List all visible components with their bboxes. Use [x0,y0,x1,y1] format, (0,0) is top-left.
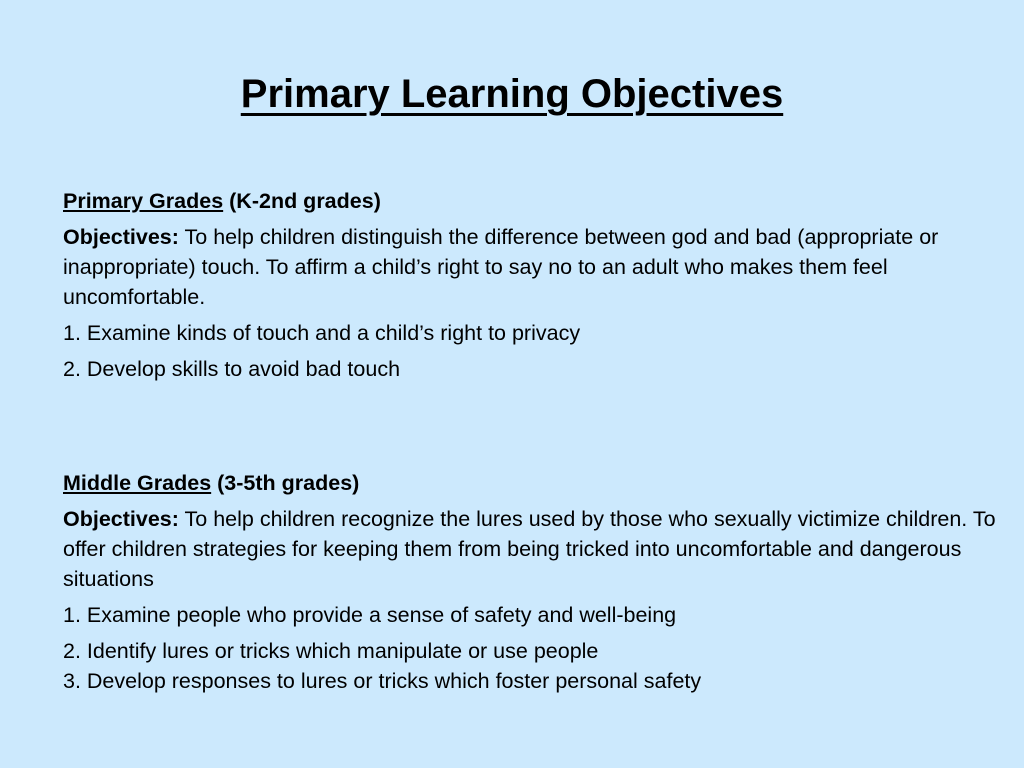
objectives-text: To help children recognize the lures used by those who sexually victimize children. To offer children strategies for keeping them from being tricked into uncomfortable and dangerous situations [63,507,996,591]
middle-grades-section [63,468,998,696]
section-heading [63,186,998,216]
list-item: 1. Examine kinds of touch and a child’s right to privacy [63,321,581,345]
objectives-label: Objectives: [63,225,179,249]
list-item: 3. Develop responses to lures or tricks which foster personal safety [63,669,702,693]
grade-name: Middle Grades [63,471,212,495]
list-item: 1. Examine people who provide a sense of safety and well-being [63,603,677,627]
objectives-paragraph [63,504,998,594]
grade-name: Primary Grades [63,189,224,213]
grade-range: (3-5th grades) [217,471,360,495]
slide-title: Primary Learning Objectives [240,72,784,116]
objectives-label: Objectives: [63,507,179,531]
list-item: 2. Develop skills to avoid bad touch [63,357,401,381]
objectives-text: To help children distinguish the difference between god and bad (appropriate or inappropriate) touch. To affirm a child’s right to say no to an adult who makes them feel uncomfortable. [63,225,939,309]
section-heading [63,468,998,498]
objectives-paragraph [63,222,998,312]
list-item: 2. Identify lures or tricks which manipulate or use people [63,639,599,663]
primary-grades-section [63,186,998,390]
grade-range: (K-2nd grades) [229,189,381,213]
